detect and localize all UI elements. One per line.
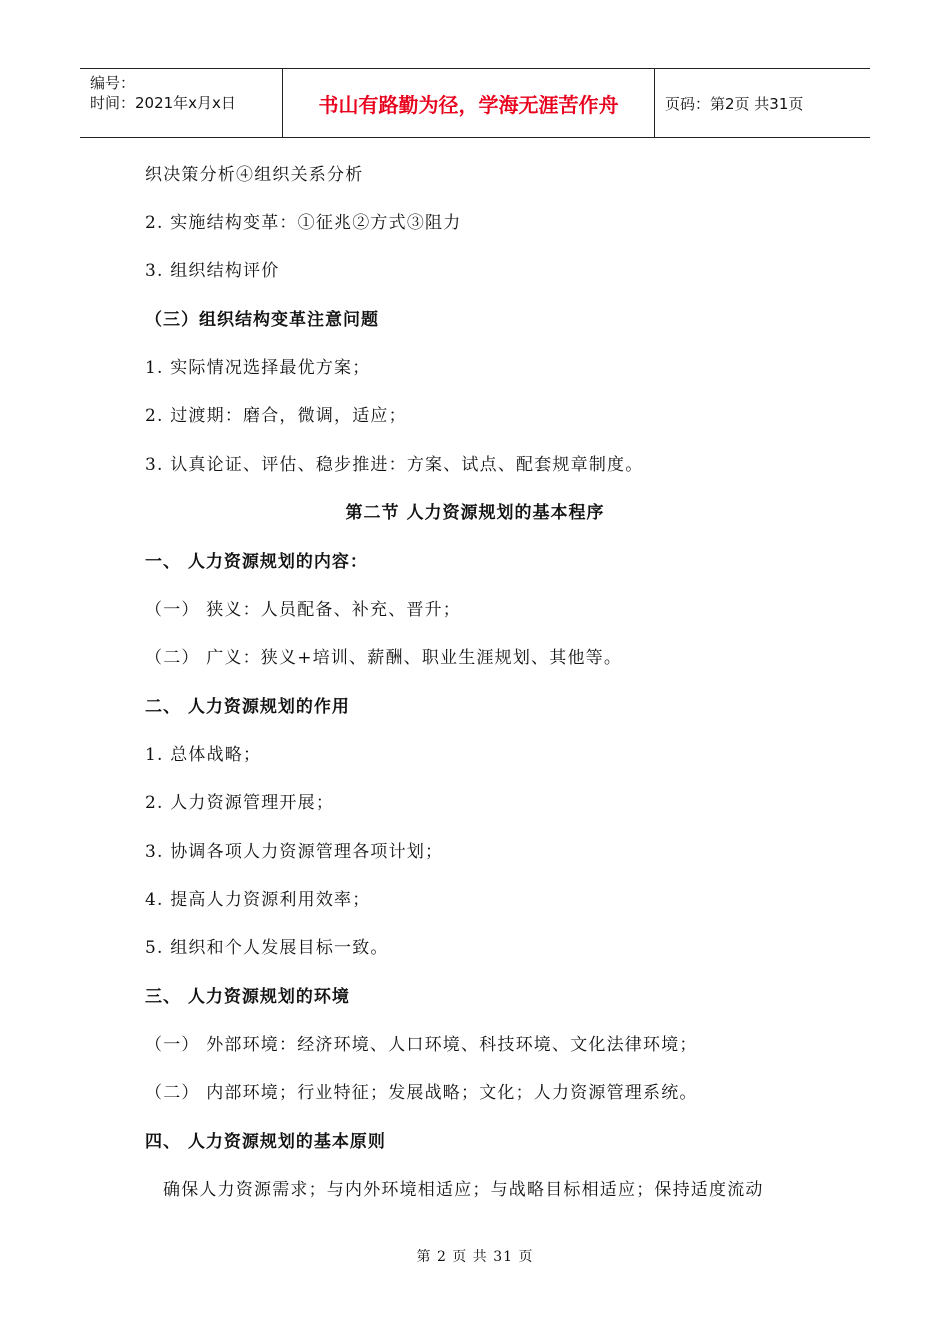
header-motto: 书山有路勤为径，学海无涯苦作舟	[283, 69, 655, 137]
header-page-code: 页码：第2页 共31页	[665, 94, 804, 113]
body-line: 4. 提高人力资源利用效率；	[145, 890, 371, 910]
body-line: 确保人力资源需求；与内外环境相适应；与战略目标相适应；保持适度流动	[163, 1180, 764, 1200]
body-line: 3. 协调各项人力资源管理各项计划；	[145, 842, 444, 862]
body-line: 1. 总体战略；	[145, 745, 262, 765]
body-line: 2. 人力资源管理开展；	[145, 793, 335, 813]
subheading: 二、 人力资源规划的作用	[145, 697, 350, 717]
body-line: （二） 内部环境；行业特征；发展战略；文化；人力资源管理系统。	[145, 1083, 698, 1103]
subheading: （三）组织结构变革注意问题	[145, 310, 379, 330]
doc-date: 时间：2021年x月x日	[90, 94, 236, 112]
body-line: 织决策分析④组织关系分析	[145, 165, 364, 185]
body-line: 1. 实际情况选择最优方案；	[145, 358, 371, 378]
body-line: 2. 实施结构变革：①征兆②方式③阻力	[145, 213, 462, 233]
body-line: 5. 组织和个人发展目标一致。	[145, 938, 389, 958]
body-line: （二） 广义：狭义+培训、薪酬、职业生涯规划、其他等。	[145, 648, 623, 668]
body-line: 2. 过渡期：磨合，微调，适应；	[145, 406, 407, 426]
subheading: 一、 人力资源规划的内容：	[145, 552, 368, 572]
body-line: （一） 外部环境：经济环境、人口环境、科技环境、文化法律环境；	[145, 1035, 698, 1055]
section-title: 第二节 人力资源规划的基本程序	[345, 503, 605, 523]
subheading: 四、 人力资源规划的基本原则	[145, 1132, 386, 1152]
body-line: 3. 组织结构评价	[145, 261, 280, 281]
subheading: 三、 人力资源规划的环境	[145, 987, 350, 1007]
body-line: （一） 狭义：人员配备、补充、晋升；	[145, 600, 462, 620]
page-header	[80, 68, 870, 138]
header-meta	[80, 69, 283, 137]
page-footer: 第 2 页 共 31 页	[416, 1249, 534, 1265]
doc-number-label: 编号：	[90, 74, 136, 92]
body-line: 3. 认真论证、评估、稳步推进：方案、试点、配套规章制度。	[145, 455, 644, 475]
